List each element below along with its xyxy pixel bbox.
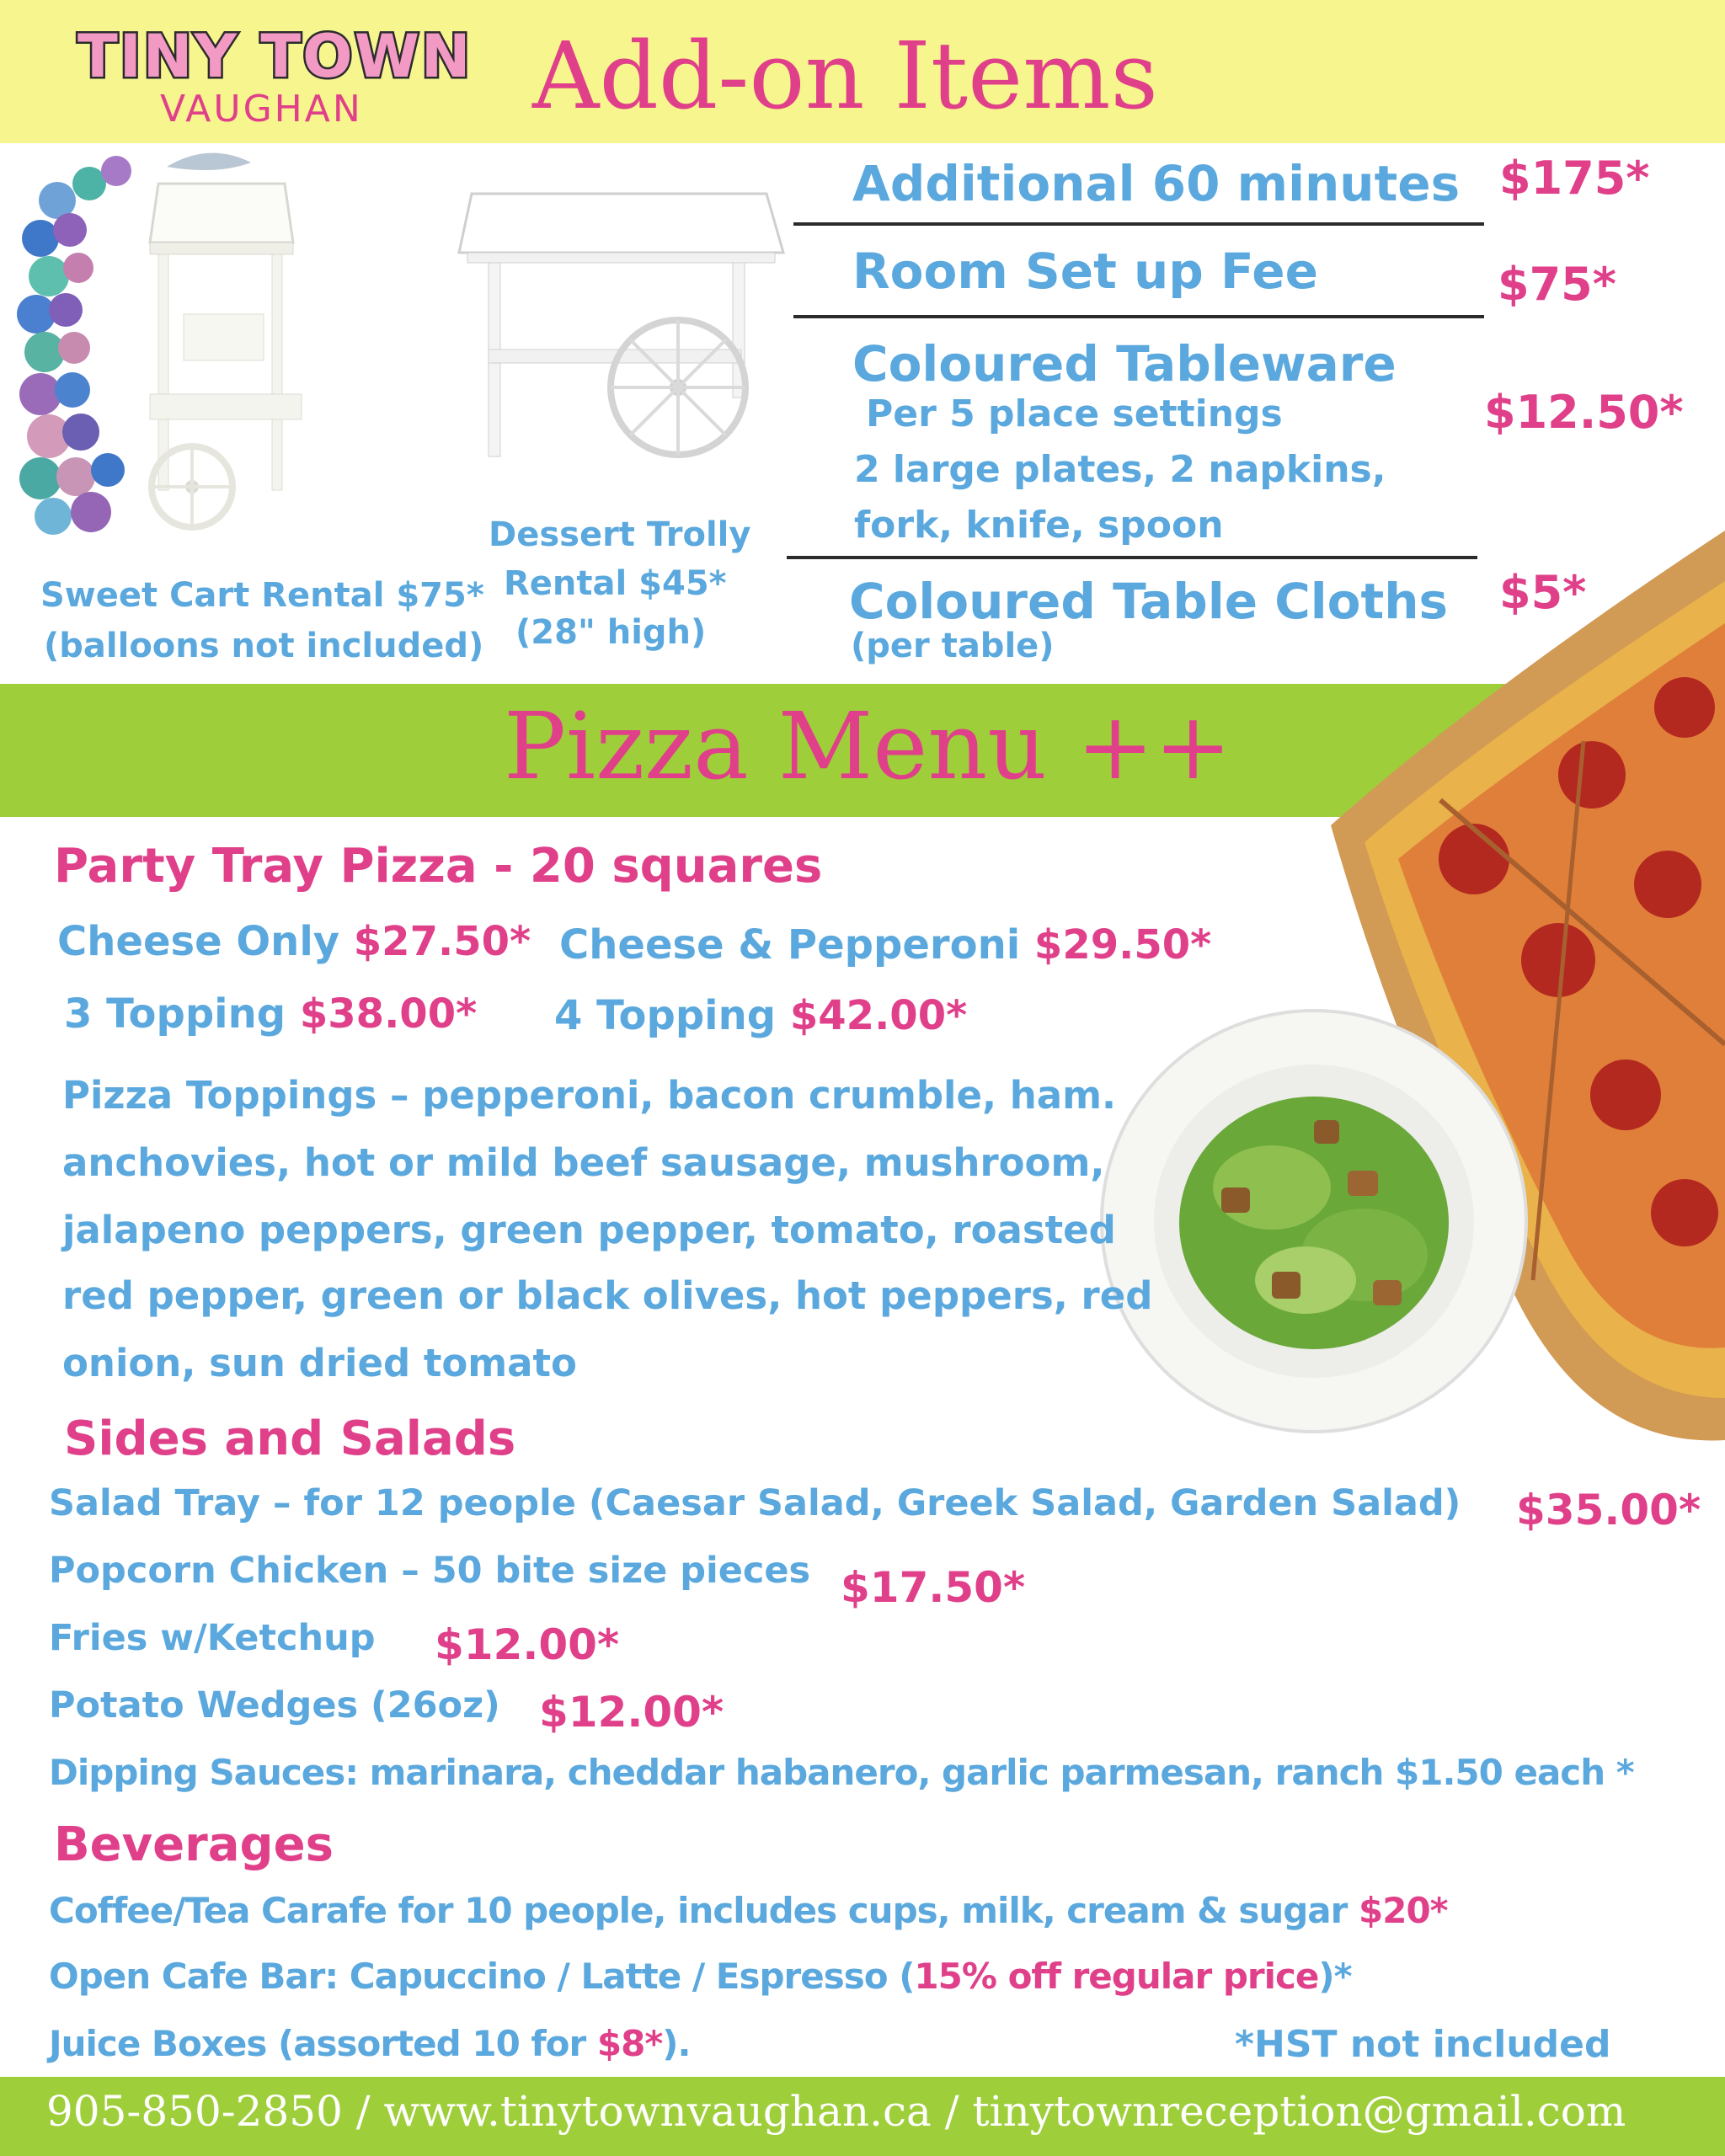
pizza-subtitle: Party Tray Pizza - 20 squares [54, 839, 823, 894]
pizza-option [64, 990, 477, 1038]
pizza-option-label: Cheese & Pepperoni [559, 921, 1021, 969]
beverage-cafe-label: Open Cafe Bar: Capuccino / Latte / Espresso ( [49, 1956, 915, 1997]
beverage-juice-price: $8* [596, 2023, 663, 2064]
salad-image [1095, 1002, 1533, 1440]
side-item-price: $35.00* [1516, 1486, 1701, 1534]
beverage-juice [49, 2023, 690, 2064]
pizza-option-label: 3 Topping [64, 990, 286, 1038]
beverage-cafe-end: )* [1318, 1956, 1352, 1997]
addon-item-sub: Per 5 place settings [866, 392, 1283, 435]
side-item-price: $12.00* [539, 1688, 724, 1737]
side-item-label: Potato Wedges (26oz) [49, 1684, 500, 1726]
pizza-option-price: $27.50* [353, 918, 531, 965]
addon-item-label: Additional 60 minutes [852, 155, 1461, 212]
sweet-cart-caption-1: Sweet Cart Rental $75* [40, 576, 484, 615]
addon-item-sub: (per table) [851, 627, 1055, 665]
pizza-option-price: $29.50* [1033, 921, 1212, 969]
dessert-trolly-caption-2: Rental $45* [504, 564, 727, 603]
dipping-sauces: Dipping Sauces: marinara, cheddar habanero, garlic parmesan, ranch $1.50 each * [49, 1752, 1634, 1793]
beverage-cafe [49, 1956, 1352, 1997]
toppings-line: onion, sun dried tomato [62, 1341, 577, 1385]
addon-item-label: Room Set up Fee [852, 243, 1318, 300]
dessert-trolly-caption-1: Dessert Trolly [489, 515, 751, 554]
addon-item-label: Coloured Table Cloths [849, 573, 1449, 630]
pizza-title: Pizza Menu ++ [504, 692, 1232, 800]
toppings-line: red pepper, green or black olives, hot peppers, red [62, 1273, 1153, 1318]
pizza-option [554, 992, 967, 1039]
addon-item-price: $12.50* [1484, 386, 1684, 439]
beverage-coffee-price: $20* [1359, 1890, 1448, 1931]
hst-note: *HST not included [1235, 2023, 1611, 2066]
pizza-option-label: 4 Topping [554, 992, 777, 1039]
addon-item-price: $175* [1499, 152, 1650, 205]
logo-subtitle: VAUGHAN [160, 88, 363, 131]
addon-item-sub: fork, knife, spoon [854, 504, 1224, 547]
addon-item-label: Coloured Tableware [852, 335, 1397, 392]
addon-item-price: $5* [1499, 566, 1587, 619]
footer-contact: 905-850-2850 / www.tinytownvaughan.ca / tinytownreception@gmail.com [46, 2087, 1626, 2136]
toppings-line: anchovies, hot or mild beef sausage, mushroom, [62, 1140, 1105, 1185]
toppings-line: Pizza Toppings – pepperoni, bacon crumble, ham. [62, 1073, 1117, 1118]
beverage-coffee-label: Coffee/Tea Carafe for 10 people, includes cups, milk, cream & sugar [49, 1890, 1348, 1931]
beverage-cafe-discount: 15% off regular price [914, 1956, 1319, 1997]
pizza-option-price: $42.00* [789, 992, 968, 1039]
sweet-cart-image [15, 141, 462, 579]
logo-title [77, 22, 473, 91]
dessert-trolly-caption-3: (28" high) [515, 613, 707, 652]
divider [793, 222, 1484, 226]
beverage-juice-end: ). [662, 2023, 691, 2064]
addon-item-sub: 2 large plates, 2 napkins, [854, 448, 1386, 491]
sides-heading: Sides and Salads [64, 1412, 516, 1466]
side-item-price: $12.00* [435, 1620, 620, 1669]
pizza-option-price: $38.00* [299, 990, 478, 1038]
beverage-juice-label: Juice Boxes (assorted 10 for [49, 2023, 597, 2064]
side-item-label: Fries w/Ketchup [49, 1617, 376, 1659]
side-item-price: $17.50* [841, 1563, 1026, 1612]
toppings-line: jalapeno peppers, green pepper, tomato, roasted [62, 1208, 1116, 1252]
dessert-trolly-image [455, 177, 792, 480]
sweet-cart-caption-2: (balloons not included) [44, 627, 484, 665]
beverages-heading: Beverages [54, 1817, 334, 1872]
divider [793, 315, 1484, 318]
side-item-label: Popcorn Chicken – 50 bite size pieces [49, 1550, 811, 1592]
pizza-option-label: Cheese Only [57, 918, 340, 965]
side-item-label: Salad Tray – for 12 people (Caesar Salad, Greek Salad, Garden Salad) [49, 1482, 1461, 1524]
pizza-option [57, 918, 531, 965]
addons-title: Add-on Items [532, 22, 1158, 130]
beverage-coffee [49, 1890, 1448, 1931]
addon-item-price: $75* [1498, 258, 1616, 311]
logo-text: TINY TOWN [77, 22, 473, 91]
pizza-option [559, 921, 1211, 969]
